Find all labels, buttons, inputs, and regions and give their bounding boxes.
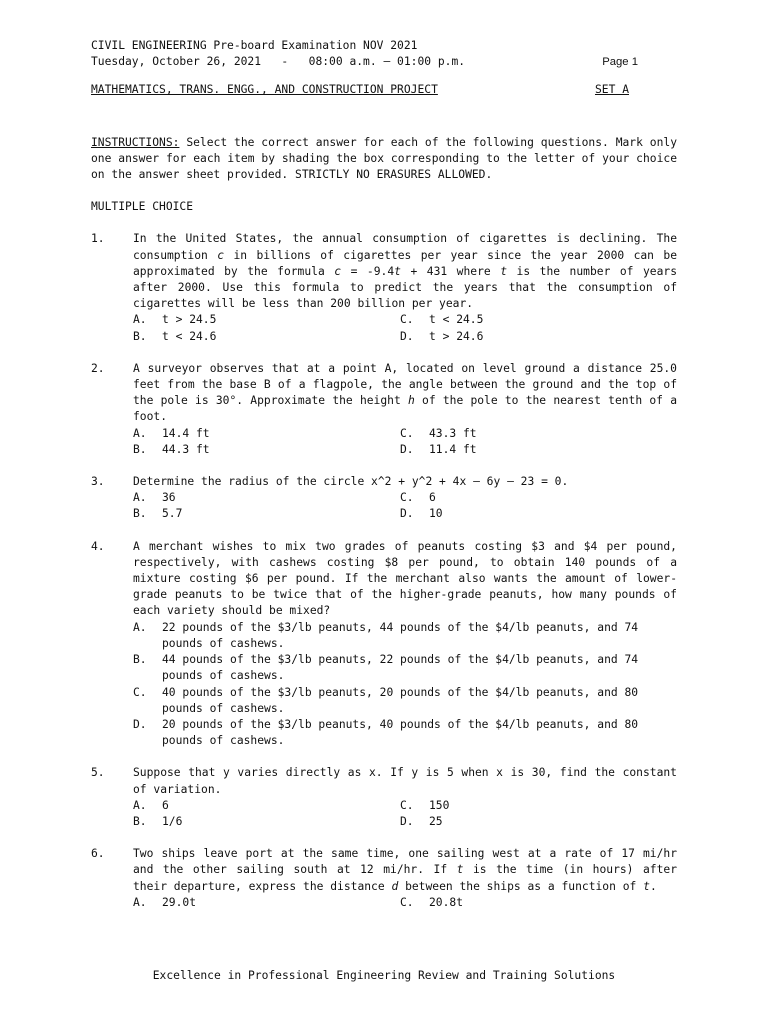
answer-choice	[133, 490, 400, 506]
question-text: Determine the radius of the circle x^2 + y^2 + 4x – 6y – 23 = 0.	[133, 475, 569, 489]
question-list	[91, 231, 677, 911]
answer-choices	[133, 798, 677, 830]
choice-letter: A.	[133, 426, 147, 440]
choice-text: 14.4 ft	[162, 426, 210, 440]
choice-text: 6	[429, 491, 436, 505]
choice-letter: C.	[133, 685, 147, 699]
choice-letter: C.	[400, 895, 414, 909]
exam-date: Tuesday, October 26, 2021 - 08:00 a.m. – 01:00 p.m.	[91, 55, 466, 69]
choice-letter: D.	[133, 717, 147, 731]
choice-letter: A.	[133, 798, 147, 812]
choice-text: 5.7	[162, 507, 183, 521]
choice-text: t > 24.6	[429, 329, 484, 343]
set-label: SET A	[594, 83, 629, 97]
question-item	[91, 474, 677, 523]
choice-letter: C.	[400, 491, 414, 505]
choice-text: 29.0t	[162, 895, 197, 909]
choice-letter: B.	[133, 507, 147, 521]
answer-choice	[133, 717, 677, 749]
question-item	[91, 361, 677, 458]
question-item	[91, 846, 677, 911]
page-number: Page 1	[602, 56, 638, 69]
answer-choices	[133, 490, 677, 522]
choice-letter: A.	[133, 895, 147, 909]
choice-text: t > 24.5	[162, 313, 217, 327]
choice-text: 43.3 ft	[429, 426, 477, 440]
choice-letter: D.	[400, 507, 414, 521]
instructions	[91, 135, 677, 184]
choice-letter: A.	[133, 491, 147, 505]
choice-letter: B.	[133, 329, 147, 343]
answer-choice	[133, 442, 400, 458]
exam-page	[91, 38, 677, 911]
answer-choice	[400, 312, 677, 328]
choice-text: 6	[162, 798, 169, 812]
question-number: 5.	[91, 766, 105, 780]
question-text: Suppose that y varies directly as x. If y is 5 when x is 30, find the constant of variation.	[133, 766, 677, 796]
footer-slogan: Excellence in Professional Engineering Review and Training Solutions	[152, 969, 616, 982]
question-text: Two ships leave port at the same time, one sailing west at a rate of 17 mi/hr and the other sailing south at 12 mi/hr. If t is the time (in hours) after their departure, express the distance d between the ships as a function of t.	[133, 847, 677, 893]
subject-row	[91, 82, 677, 98]
question-item	[91, 231, 677, 344]
choice-letter: A.	[133, 313, 147, 327]
answer-choice	[133, 620, 677, 652]
answer-choice	[400, 798, 677, 814]
answer-choice	[400, 490, 677, 506]
answer-choice	[133, 814, 400, 830]
section-title: MULTIPLE CHOICE	[91, 200, 194, 214]
instructions-text: Select the correct answer for each of the following questions. Mark only one answer for each item by shading the box corresponding to the letter of your choice on the answer sheet provided. STRICTLY NO ERASURES ALLOWED.	[91, 135, 677, 182]
exam-title: CIVIL ENGINEERING Pre-board Examination NOV 2021	[91, 39, 418, 52]
answer-choice	[133, 895, 400, 911]
answer-choice	[400, 895, 677, 911]
answer-choices	[133, 895, 677, 911]
answer-choices	[133, 426, 677, 458]
choice-letter: B.	[133, 653, 147, 667]
answer-choice	[133, 426, 400, 442]
choice-letter: C.	[400, 426, 414, 440]
choice-letter: C.	[400, 798, 414, 812]
answer-choice	[133, 312, 400, 328]
choice-text: 25	[429, 814, 443, 828]
choice-letter: D.	[400, 814, 414, 828]
choice-text: 20.8t	[429, 895, 464, 909]
choice-text: 10	[429, 507, 443, 521]
answer-choices	[133, 312, 677, 344]
choice-text: 40 pounds of the $3/lb peanuts, 20 pounds of the $4/lb peanuts, and 80 pounds of cashews.	[162, 685, 639, 715]
choice-letter: D.	[400, 329, 414, 343]
choice-letter: A.	[133, 620, 147, 634]
choice-text: t < 24.5	[429, 313, 484, 327]
choice-text: 11.4 ft	[429, 442, 477, 456]
choice-text: 44.3 ft	[162, 442, 210, 456]
answer-choice	[133, 506, 400, 522]
question-text: In the United States, the annual consumption of cigarettes is declining. The consumption c in billions of cigarettes per year since the year 2000 can be approximated by the formula c = -9.4t + 431 where t is the number of years after 2000. Use this formula to predict the years that the consumption of cigarettes will be less than 200 billion per year.	[133, 232, 677, 311]
choice-letter: D.	[400, 442, 414, 456]
instructions-label: INSTRUCTIONS:	[91, 135, 180, 149]
choice-text: 22 pounds of the $3/lb peanuts, 44 pounds of the $4/lb peanuts, and 74 pounds of cashews.	[162, 620, 639, 650]
question-number: 3.	[91, 475, 105, 489]
subject-title: MATHEMATICS, TRANS. ENGG., AND CONSTRUCTION PROJECT	[91, 83, 438, 97]
choice-text: 150	[429, 798, 450, 812]
answer-choice	[133, 798, 400, 814]
answer-choice	[133, 685, 677, 717]
answer-choice	[400, 442, 677, 458]
question-number: 2.	[91, 361, 105, 375]
choice-text: 36	[162, 491, 176, 505]
answer-choice	[133, 329, 400, 345]
choice-text: 1/6	[162, 814, 183, 828]
answer-choice	[400, 506, 677, 522]
choice-text: t < 24.6	[162, 329, 217, 343]
choice-text: 20 pounds of the $3/lb peanuts, 40 pounds of the $4/lb peanuts, and 80 pounds of cashews.	[162, 717, 639, 748]
answer-choice	[400, 329, 677, 345]
choice-text: 44 pounds of the $3/lb peanuts, 22 pounds of the $4/lb peanuts, and 74 pounds of cashews.	[162, 653, 639, 683]
question-item	[91, 765, 677, 830]
choice-letter: C.	[400, 313, 414, 327]
answer-choices	[133, 620, 677, 750]
answer-choice	[400, 426, 677, 442]
question-text: A merchant wishes to mix two grades of peanuts costing $3 and $4 per pound, respectively, with cashews costing $8 per pound, to obtain 140 pounds of a mixture costing $6 per pound. If the merchant also wants the amount of lower-grade peanuts to be twice that of the higher-grade peanuts, how many pounds of each variety should be mixed?	[133, 539, 677, 618]
question-text: A surveyor observes that at a point A, located on level ground a distance 25.0 feet from the base B of a flagpole, the angle between the ground and the top of the pole is 30°. Approximate the height h of the pole to the nearest tenth of a foot.	[133, 361, 677, 424]
choice-letter: B.	[133, 442, 147, 456]
question-item	[91, 539, 677, 750]
exam-date-row	[91, 54, 677, 70]
question-number: 1.	[91, 232, 105, 246]
question-number: 4.	[91, 539, 105, 553]
choice-letter: B.	[133, 814, 147, 828]
answer-choice	[400, 814, 677, 830]
answer-choice	[133, 652, 677, 684]
question-number: 6.	[91, 847, 105, 861]
